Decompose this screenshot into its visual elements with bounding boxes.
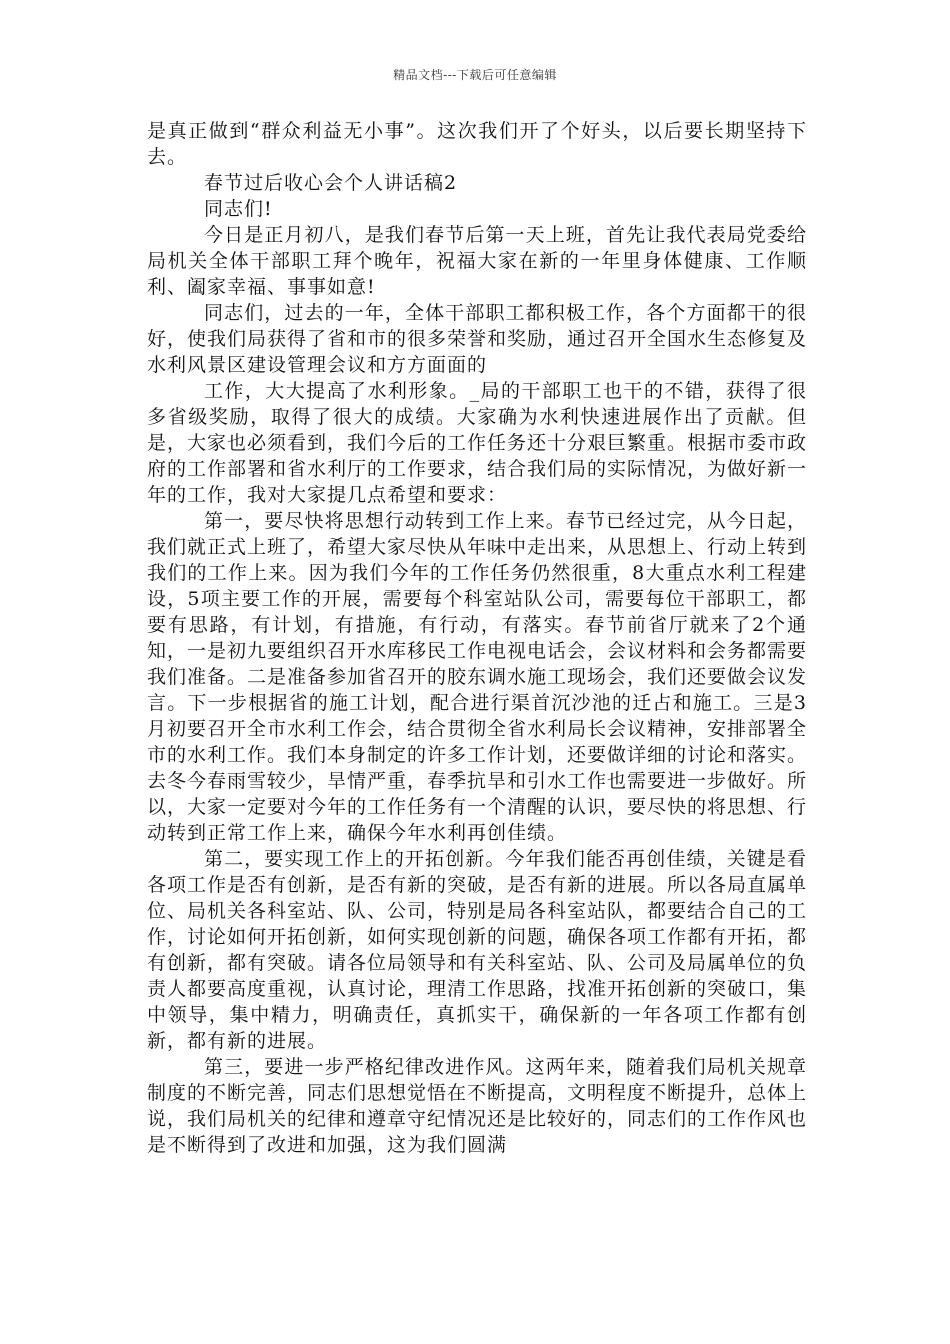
paragraph-point-1: 第一，要尽快将思想行动转到工作上来。春节已经过完，从今日起，我们就正式上班了，希望大家尽快从年味中走出来，从思想上、行动上转到我们的工作上来。因为我们今年的工作任务仍然很重，8大重点水利工程建设，5项主要工作的开展，需要每个科室站队公司，需要每位干部职工，都要有思路，有计划，有措施，有行动，有落实。春节前省厅就来了2个通知，一是初九要组织召开水库移民工作电视电话会，会议材料和会务都需要我们准备。二是准备参加省召开的胶东调水施工现场会，我们还要做会议发言。下一步根据省的施工计划，配合进行渠首沉沙池的迁占和施工。三是3月初要召开全市水利工作会，结合贯彻全省水利局长会议精神，安排部署全市的水利工作。我们本身制定的许多工作计划，还要做详细的讨论和落实。去冬今春雨雪较少，旱情严重，春季抗旱和引水工作也需要进一步做好。所以，大家一定要对今年的工作任务有一个清醒的认识，要尽快的将思想、行动转到正常工作上来，确保今年水利再创佳绩。	[147, 510, 808, 844]
paragraph-1: 是真正做到“群众利益无小事”。这次我们开了个好头，以后要长期坚持下去。	[147, 120, 807, 168]
document-body	[147, 118, 807, 1158]
page-header: 精品文档---下载后可任意编辑	[393, 68, 557, 82]
salutation: 同志们!	[204, 198, 273, 220]
paragraph-greeting: 今日是正月初八，是我们春节后第一天上班，首先让我代表局党委给局机关全体干部职工拜个晚年，祝福大家在新的一年里身体健康、工作顺利、阖家幸福、事事如意!	[147, 224, 807, 298]
paragraph-point-2: 第二，要实现工作上的开拓创新。今年我们能否再创佳绩，关键是看各项工作是否有创新，是否有新的突破，是否有新的进展。所以各局直属单位、局机关各科室站、队、公司，特别是局各科室站队，都要结合自己的工作，讨论如何开拓创新，如何实现创新的问题，确保各项工作都有开拓，都有创新，都有突破。请各位局领导和有关科室站、队、公司及局属单位的负责人都要高度重视，认真讨论，理清工作思路，找准开拓创新的突破口，集中领导，集中精力，明确责任，真抓实干，确保新的一年各项工作都有创新，都有新的进展。	[147, 848, 808, 1052]
section-title: 春节过后收心会个人讲话稿2	[204, 172, 458, 194]
paragraph-achievements: 工作，大大提高了水利形象。_局的干部职工也干的不错，获得了很多省级奖励，取得了很大的成绩。大家确为水利快速进展作出了贡献。但是，大家也必须看到，我们今后的工作任务还十分艰巨繁重。根据市委市政府的工作部署和省水利厅的工作要求，结合我们局的实际情况，为做好新一年的工作，我对大家提几点希望和要求：	[147, 380, 808, 506]
paragraph-review: 同志们，过去的一年，全体干部职工都积极工作，各个方面都干的很好，使我们局获得了省和市的很多荣誉和奖励，通过召开全国水生态修复及水利风景区建设管理会议和方方面面的	[147, 302, 808, 376]
paragraph-point-3: 第三，要进一步严格纪律改进作风。这两年来，随着我们局机关规章制度的不断完善，同志们思想觉悟在不断提高，文明程度不断提升，总体上说，我们局机关的纪律和遵章守纪情况还是比较好的，同志们的工作作风也是不断得到了改进和加强，这为我们圆满	[147, 1056, 808, 1156]
